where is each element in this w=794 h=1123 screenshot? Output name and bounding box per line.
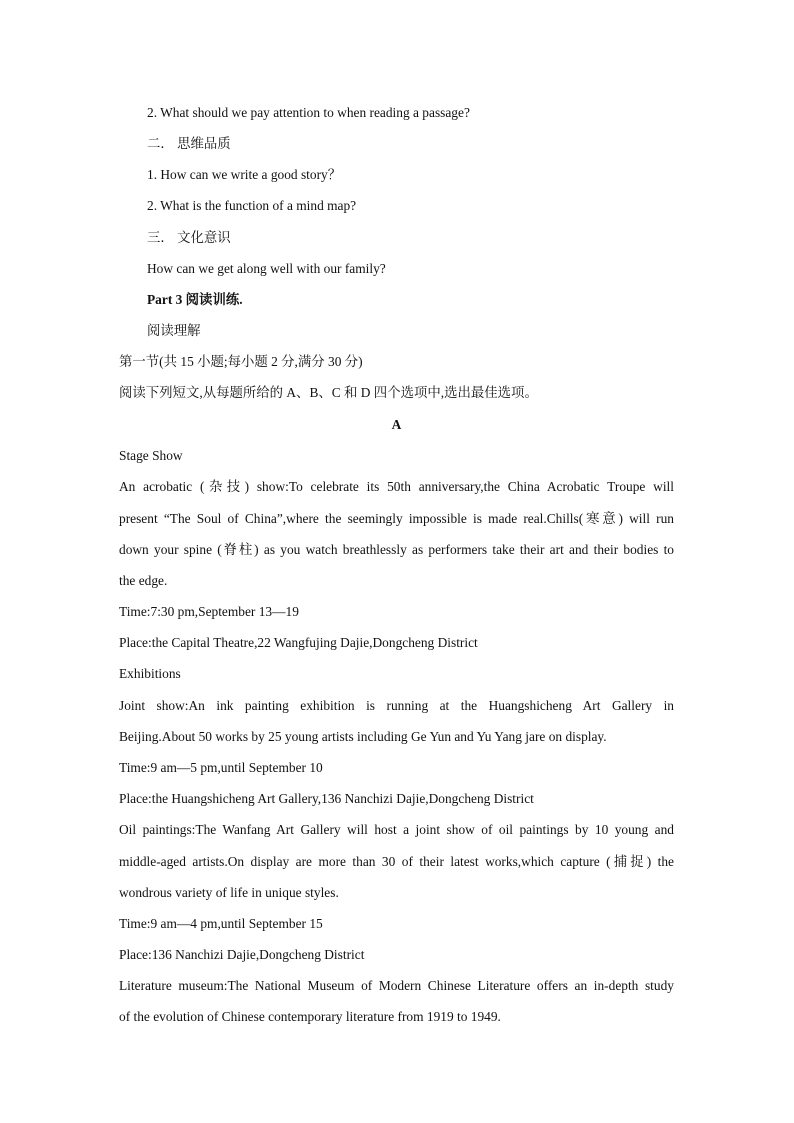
joint-show-place: Place:the Huangshicheng Art Gallery,136 Nanchizi Dajie,Dongcheng District	[119, 791, 534, 806]
oil-paintings-line-1: Oil paintings:The Wanfang Art Gallery will host a joint show of oil paintings by 10 young and	[119, 822, 674, 837]
oil-paintings-time: Time:9 am—4 pm,until September 15	[119, 916, 323, 931]
heading-cultural-awareness: 三． 文化意识	[147, 230, 231, 245]
literature-museum-line-2: of the evolution of Chinese contemporary literature from 1919 to 1949.	[119, 1009, 501, 1024]
question-reading-attention: 2. What should we pay attention to when reading a passage?	[147, 105, 470, 120]
joint-show-line-1: Joint show:An ink painting exhibition is running at the Huangshicheng Art Gallery in	[119, 698, 674, 713]
question-mind-map: 2. What is the function of a mind map?	[147, 198, 357, 213]
passage-label: A	[391, 417, 402, 432]
acrobatic-line-1: An acrobatic (杂技) show:To celebrate its 50th anniversary,the China Acrobatic Troupe will	[119, 479, 674, 494]
reading-comprehension-label: 阅读理解	[147, 323, 201, 338]
part3-title: Part 3 阅读训练.	[147, 292, 243, 307]
exhibitions-heading: Exhibitions	[119, 666, 181, 681]
literature-museum-line-1: Literature museum:The National Museum of Modern Chinese Literature offers an in-depth study	[119, 978, 674, 993]
acrobatic-place: Place:the Capital Theatre,22 Wangfujing Dajie,Dongcheng District	[119, 635, 478, 650]
instructions: 阅读下列短文,从每题所给的 A、B、C 和 D 四个选项中,选出最佳选项。	[119, 385, 538, 400]
oil-paintings-place: Place:136 Nanchizi Dajie,Dongcheng District	[119, 947, 365, 962]
acrobatic-line-2: present “The Soul of China”,where the seemingly impossible is made real.Chills(寒意) will run	[119, 511, 674, 526]
heading-thinking-quality: 二． 思维品质	[147, 136, 231, 151]
joint-show-time: Time:9 am—5 pm,until September 10	[119, 760, 323, 775]
joint-show-line-2: Beijing.About 50 works by 25 young artists including Ge Yun and Yu Yang jare on display.	[119, 729, 607, 744]
stage-show-heading: Stage Show	[119, 448, 183, 463]
acrobatic-line-4: the edge.	[119, 573, 168, 588]
section-one-info: 第一节(共 15 小题;每小题 2 分,满分 30 分)	[119, 354, 363, 369]
acrobatic-line-3: down your spine (脊柱) as you watch breathlessly as performers take their art and their bodies to	[119, 542, 674, 557]
oil-paintings-line-2: middle-aged artists.On display are more than 30 of their latest works,which capture (捕捉) the	[119, 854, 674, 869]
oil-paintings-line-3: wondrous variety of life in unique styles.	[119, 885, 339, 900]
question-family: How can we get along well with our family?	[147, 261, 386, 276]
acrobatic-time: Time:7:30 pm,September 13—19	[119, 604, 299, 619]
question-good-story: 1. How can we write a good story？	[147, 167, 342, 182]
